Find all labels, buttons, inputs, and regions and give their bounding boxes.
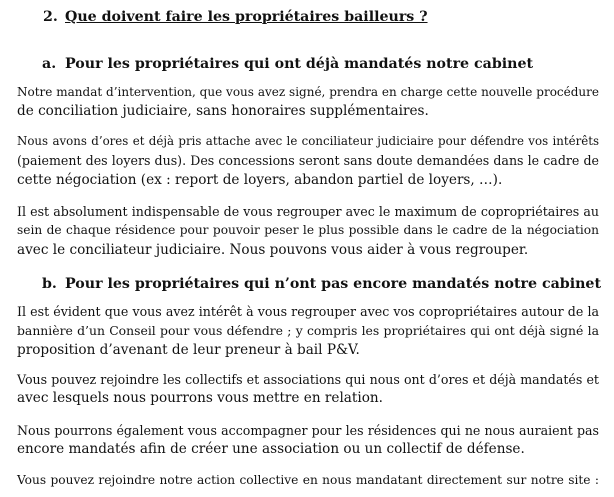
paragraph-line: bannière d’un Conseil pour vous défendre ; y compris les propriétaires qui ont déjà signé la [17,323,599,339]
paragraph-regroup [17,202,599,260]
paragraph-line: encore mandatés afin de créer une association ou un collectif de défense. [17,441,525,458]
subsection-b-title: Pour les propriétaires qui n’ont pas encore mandatés notre cabinet [65,276,602,292]
paragraph-mandate [17,83,599,122]
subsection-b-heading [42,275,601,293]
paragraph-collectives [17,370,599,409]
subsection-b-letter: b. [42,276,57,292]
paragraph-interest [17,302,599,360]
paragraph-line: avec le conciliateur judiciaire. Nous pouvons vous aider à vous regrouper. [17,241,529,258]
paragraph-line: cette négociation (ex : report de loyers, abandon partiel de loyers, …). [17,171,503,188]
paragraph-line: Notre mandat d’intervention, que vous avez signé, prendra en charge cette nouvelle procédure [17,85,599,99]
paragraph-line: Il est absolument indispensable de vous regrouper avec le maximum de copropriétaires au [17,204,599,219]
paragraph-conciliator [17,132,599,190]
paragraph-line: (paiement des loyers dus). Des concessions seront sans doute demandées dans le cadre de [17,153,599,169]
subsection-a-letter: a. [42,56,57,72]
subsection-a-heading [42,55,533,73]
paragraph-line: avec lesquels nous pourrons vous mettre en relation. [17,390,383,407]
paragraph-line: Vous pouvez rejoindre notre action collective en nous mandatant directement sur notre site : [17,473,599,487]
paragraph-collective-action [17,471,599,490]
paragraph-association [17,421,599,460]
paragraph-line: de conciliation judiciaire, sans honoraires supplémentaires. [17,103,429,120]
paragraph-line: Vous pouvez rejoindre les collectifs et associations qui nous ont d’ores et déjà mandatés et [17,372,599,387]
paragraph-line: Nous avons d’ores et déjà pris attache avec le conciliateur judiciaire pour défendre vos intérêts [17,134,599,148]
paragraph-line: sein de chaque résidence pour pouvoir peser le plus possible dans le cadre de la négociation [17,223,599,238]
paragraph-line: Nous pourrons également vous accompagner pour les résidences qui ne nous auraient pas [17,423,599,438]
section-title: Que doivent faire les propriétaires bailleurs ? [65,9,428,25]
subsection-a-title: Pour les propriétaires qui ont déjà mandatés notre cabinet [65,56,534,72]
section-number: 2. [43,9,58,25]
paragraph-line: proposition d’avenant de leur preneur à bail P&V. [17,341,360,358]
paragraph-line: Il est évident que vous avez intérêt à vous regrouper avec vos copropriétaires autour de la [17,304,599,319]
section-heading [43,8,428,26]
